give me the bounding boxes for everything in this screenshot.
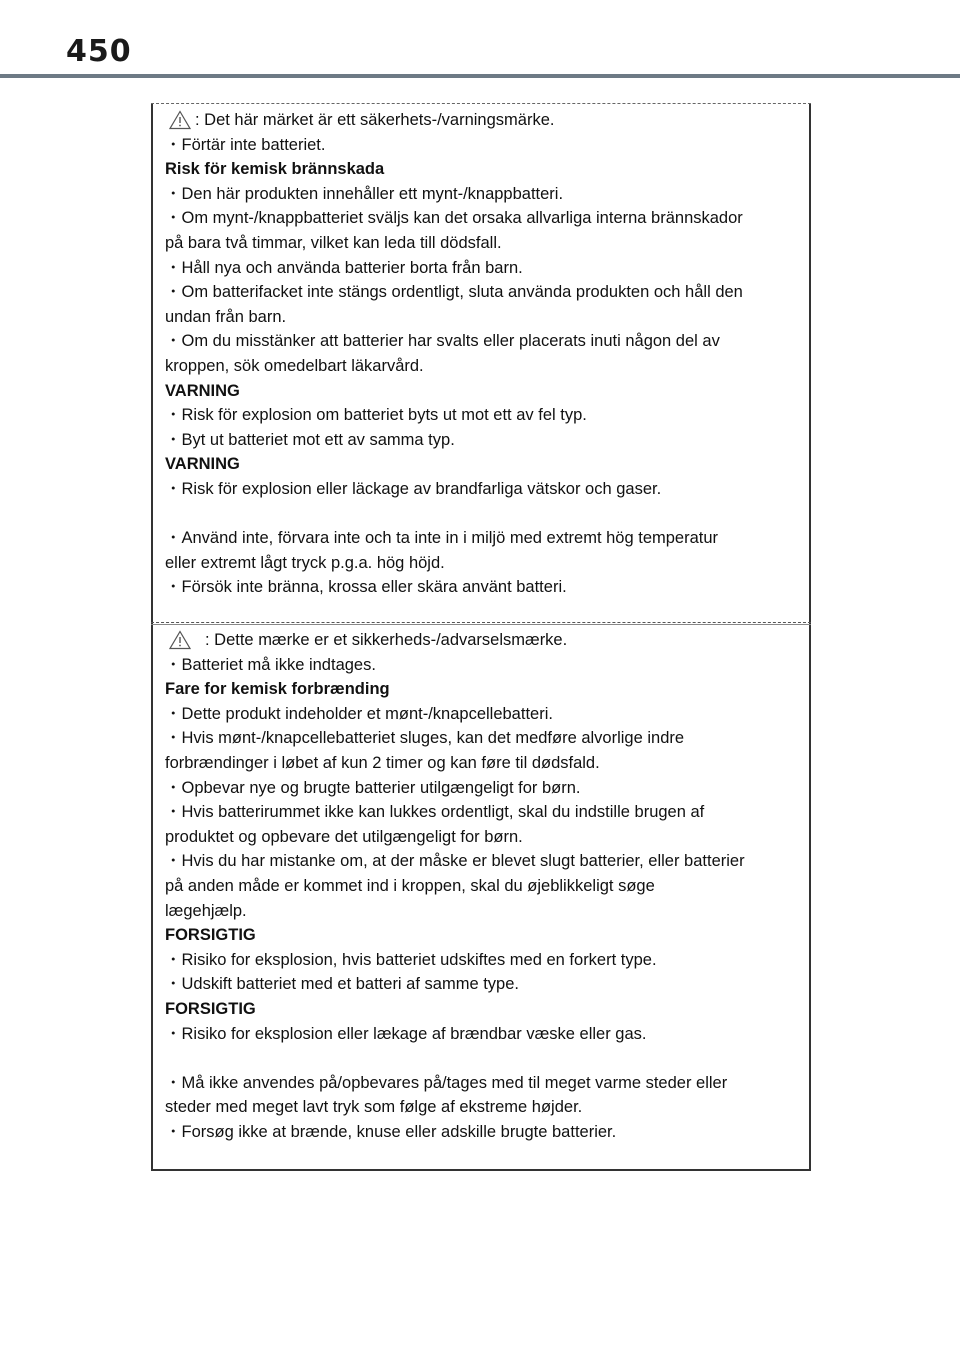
swedish-line: ・Om mynt-/knappbatteriet sväljs kan det orsaka allvarliga interna brännskador — [165, 209, 743, 228]
danish-line: ・Dette produkt indeholder et mønt-/knapcellebatteri. — [165, 704, 553, 723]
danish-line: på anden måde er kommet ind i kroppen, skal du øjeblikkeligt søge — [165, 876, 655, 895]
swedish-line: eller extremt lågt tryck p.g.a. hög höjd. — [165, 553, 445, 572]
swedish-line: Risk för kemisk brännskada — [165, 160, 385, 179]
swedish-warning-heading-text: : Det här märket är ett säkerhets-/varningsmärke. — [195, 111, 555, 129]
danish-line: FORSIGTIG — [165, 999, 256, 1018]
danish-line: ・Batteriet må ikke indtages. — [165, 655, 376, 674]
swedish-line: ・Om batterifacket inte stängs ordentligt, sluta använda produkten och håll den — [165, 283, 743, 302]
warning-triangle-icon — [169, 110, 191, 130]
danish-section — [165, 628, 795, 1144]
danish-line: produktet og opbevare det utilgængeligt for børn. — [165, 827, 523, 846]
danish-line: ・Må ikke anvendes på/opbevares på/tages med til meget varme steder eller — [165, 1073, 728, 1092]
swedish-line: ・Om du misstänker att batterier har svalts eller placerats inuti någon del av — [165, 332, 720, 351]
swedish-line: ・Risk för explosion eller läckage av brandfarliga vätskor och gaser. — [165, 479, 662, 498]
section-divider-solid — [151, 624, 811, 625]
danish-line: ・Forsøg ikke at brænde, knuse eller adskille brugte batterier. — [165, 1122, 617, 1141]
danish-line: ・Risiko for eksplosion eller lækage af brændbar væske eller gas. — [165, 1024, 647, 1043]
swedish-line: ・Använd inte, förvara inte och ta inte in i miljö med extremt hög temperatur — [165, 529, 719, 548]
swedish-line: ・Risk för explosion om batteriet byts ut mot ett av fel typ. — [165, 406, 587, 425]
danish-warning-heading-text: : Dette mærke er et sikkerheds-/advarselsmærke. — [205, 631, 568, 649]
danish-line: ・Opbevar nye og brugte batterier utilgængeligt for børn. — [165, 778, 581, 797]
swedish-line: VARNING — [165, 455, 240, 474]
page-number: 450 — [66, 34, 132, 69]
danish-line — [165, 1046, 795, 1071]
swedish-line: ・Förtär inte batteriet. — [165, 135, 326, 154]
swedish-lines — [165, 133, 795, 600]
swedish-line: VARNING — [165, 381, 240, 400]
section-divider — [151, 622, 811, 623]
swedish-line: undan från barn. — [165, 307, 287, 326]
swedish-line: ・Byt ut batteriet mot ett av samma typ. — [165, 430, 455, 449]
danish-line: lægehjælp. — [165, 901, 247, 920]
danish-line: ・Hvis mønt-/knapcellebatteriet sluges, kan det medføre alvorlige indre — [165, 729, 685, 748]
swedish-warning-heading — [165, 108, 795, 133]
danish-line: ・Udskift batteriet med et batteri af samme type. — [165, 975, 519, 994]
swedish-line: på bara två timmar, vilket kan leda till dödsfall. — [165, 233, 502, 252]
swedish-line: ・Den här produkten innehåller ett mynt-/knappbatteri. — [165, 184, 564, 203]
danish-line: ・Hvis batterirummet ikke kan lukkes ordentligt, skal du indstille brugen af — [165, 803, 705, 822]
header-rule — [0, 74, 960, 78]
swedish-line: ・Håll nya och använda batterier borta från barn. — [165, 258, 523, 277]
danish-line: steder med meget lavt tryk som følge af ekstreme højder. — [165, 1098, 583, 1117]
danish-line: Fare for kemisk forbrænding — [165, 680, 390, 699]
danish-line: forbrændinger i løbet af kun 2 timer og kan føre til dødsfald. — [165, 753, 600, 772]
warning-box-top-border — [151, 103, 811, 104]
warning-triangle-icon — [169, 630, 191, 650]
danish-line: FORSIGTIG — [165, 926, 256, 945]
danish-line: ・Hvis du har mistanke om, at der måske er blevet slugt batterier, eller batterier — [165, 852, 745, 871]
danish-lines — [165, 653, 795, 1145]
swedish-line — [165, 502, 795, 527]
swedish-line: ・Försök inte bränna, krossa eller skära använt batteri. — [165, 578, 567, 597]
danish-line: ・Risiko for eksplosion, hvis batteriet udskiftes med en forkert type. — [165, 950, 657, 969]
swedish-line: kroppen, sök omedelbart läkarvård. — [165, 356, 424, 375]
swedish-section — [165, 108, 795, 600]
danish-warning-heading — [165, 628, 795, 653]
